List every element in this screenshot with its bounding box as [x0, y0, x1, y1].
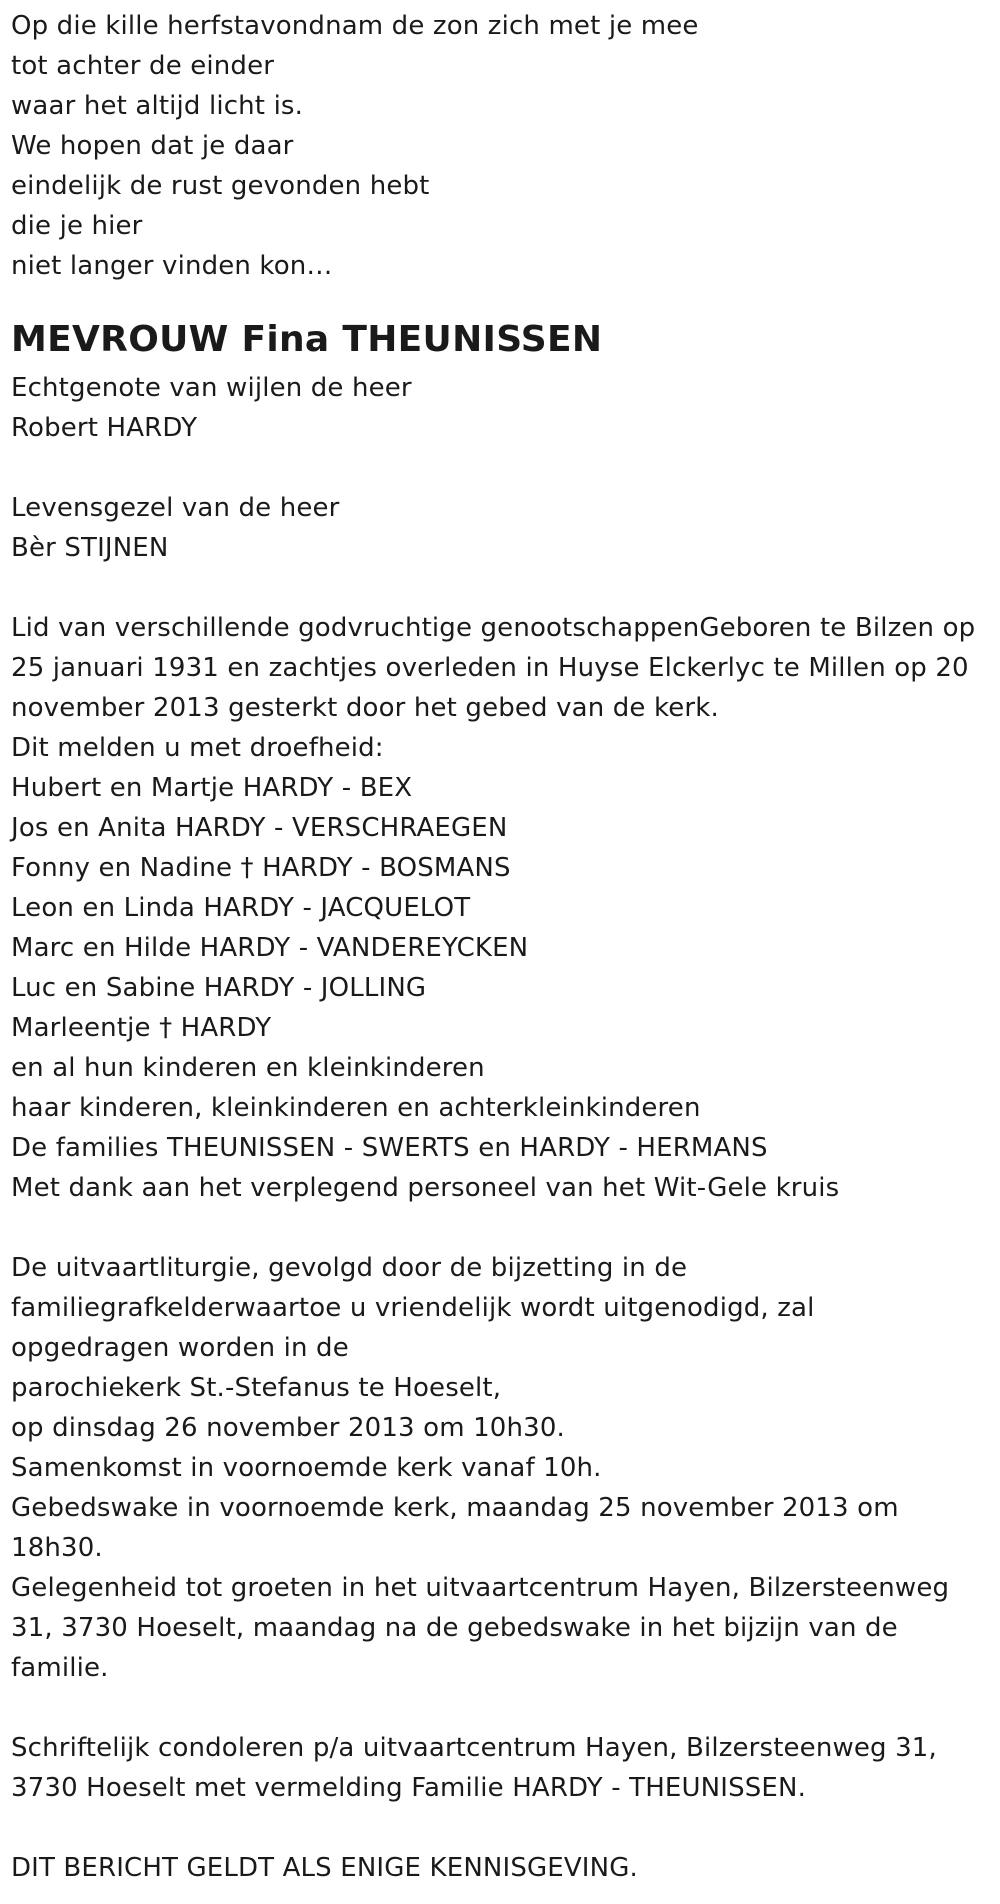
- biography: [11, 608, 1000, 728]
- spouse-line: Echtgenote van wijlen de heer: [11, 373, 412, 403]
- mourner-line: en al hun kinderen en kleinkinderen: [11, 1053, 485, 1083]
- partner-line: Bèr STIJNEN: [11, 533, 169, 563]
- mourner-line: Luc en Sabine HARDY - JOLLING: [11, 973, 427, 1003]
- funeral-line: De uitvaartliturgie, gevolgd door de bijzetting in de: [11, 1253, 688, 1283]
- spouse-line: Robert HARDY: [11, 413, 198, 443]
- mourner-line: Marc en Hilde HARDY - VANDEREYCKEN: [11, 933, 529, 963]
- partner-line: Levensgezel van de heer: [11, 493, 340, 523]
- spacer: [11, 448, 1000, 488]
- condolence-line: Schriftelijk condoleren p/a uitvaartcentrum Hayen, Bilzersteenweg 31,: [11, 1733, 937, 1763]
- mourner-line: Fonny en Nadine † HARDY - BOSMANS: [11, 853, 511, 883]
- mourner-line: Jos en Anita HARDY - VERSCHRAEGEN: [11, 813, 508, 843]
- poem-line: niet langer vinden kon…: [11, 251, 333, 281]
- poem-line: waar het altijd licht is.: [11, 91, 304, 121]
- mourner-line: Hubert en Martje HARDY - BEX: [11, 773, 413, 803]
- funeral-line: op dinsdag 26 november 2013 om 10h30.: [11, 1413, 565, 1443]
- poem: [11, 6, 1000, 286]
- bio-line: 25 januari 1931 en zachtjes overleden in Huyse Elckerlyc te Millen op 20: [11, 653, 969, 683]
- condolence-line: 3730 Hoeselt met vermelding Familie HARDY - THEUNISSEN.: [11, 1773, 806, 1803]
- mourners-list: [11, 768, 1000, 1208]
- poem-line: eindelijk de rust gevonden hebt: [11, 171, 430, 201]
- funeral-details: [11, 1248, 1000, 1688]
- condolence-info: [11, 1728, 1000, 1808]
- funeral-line: Gebedswake in voornoemde kerk, maandag 25 november 2013 om: [11, 1493, 899, 1523]
- deceased-name-heading: MEVROUW Fina THEUNISSEN: [11, 319, 603, 360]
- mourner-line: Marleentje † HARDY: [11, 1013, 272, 1043]
- funeral-line: parochiekerk St.-Stefanus te Hoeselt,: [11, 1373, 502, 1403]
- mourner-line: Leon en Linda HARDY - JACQUELOT: [11, 893, 471, 923]
- mourner-line: De families THEUNISSEN - SWERTS en HARDY - HERMANS: [11, 1133, 768, 1163]
- funeral-line: familie.: [11, 1653, 109, 1683]
- funeral-line: Gelegenheid tot groeten in het uitvaartcentrum Hayen, Bilzersteenweg: [11, 1573, 950, 1603]
- spacer: [11, 1688, 1000, 1728]
- mourner-line: haar kinderen, kleinkinderen en achterkleinkinderen: [11, 1093, 701, 1123]
- poem-line: Op die kille herfstavondnam de zon zich met je mee: [11, 11, 699, 41]
- funeral-line: familiegrafkelderwaartoe u vriendelijk wordt uitgenodigd, zal: [11, 1293, 815, 1323]
- funeral-line: 31, 3730 Hoeselt, maandag na de gebedswake in het bijzijn van de: [11, 1613, 898, 1643]
- spacer: [11, 1208, 1000, 1248]
- closing-notice: DIT BERICHT GELDT ALS ENIGE KENNISGEVING.: [11, 1853, 638, 1883]
- funeral-line: 18h30.: [11, 1533, 103, 1563]
- spacer: [11, 1808, 1000, 1848]
- spouse-info: [11, 368, 1000, 448]
- mourner-line: Met dank aan het verplegend personeel van het Wit-Gele kruis: [11, 1173, 840, 1203]
- funeral-line: Samenkomst in voornoemde kerk vanaf 10h.: [11, 1453, 602, 1483]
- spacer: [11, 568, 1000, 608]
- bio-line: november 2013 gesterkt door het gebed van de kerk.: [11, 693, 719, 723]
- poem-line: We hopen dat je daar: [11, 131, 294, 161]
- mourners-intro: Dit melden u met droefheid:: [11, 733, 384, 763]
- poem-line: tot achter de einder: [11, 51, 275, 81]
- bio-line: Lid van verschillende godvruchtige genootschappenGeboren te Bilzen op: [11, 613, 976, 643]
- funeral-line: opgedragen worden in de: [11, 1333, 349, 1363]
- poem-line: die je hier: [11, 211, 143, 241]
- partner-info: [11, 488, 1000, 568]
